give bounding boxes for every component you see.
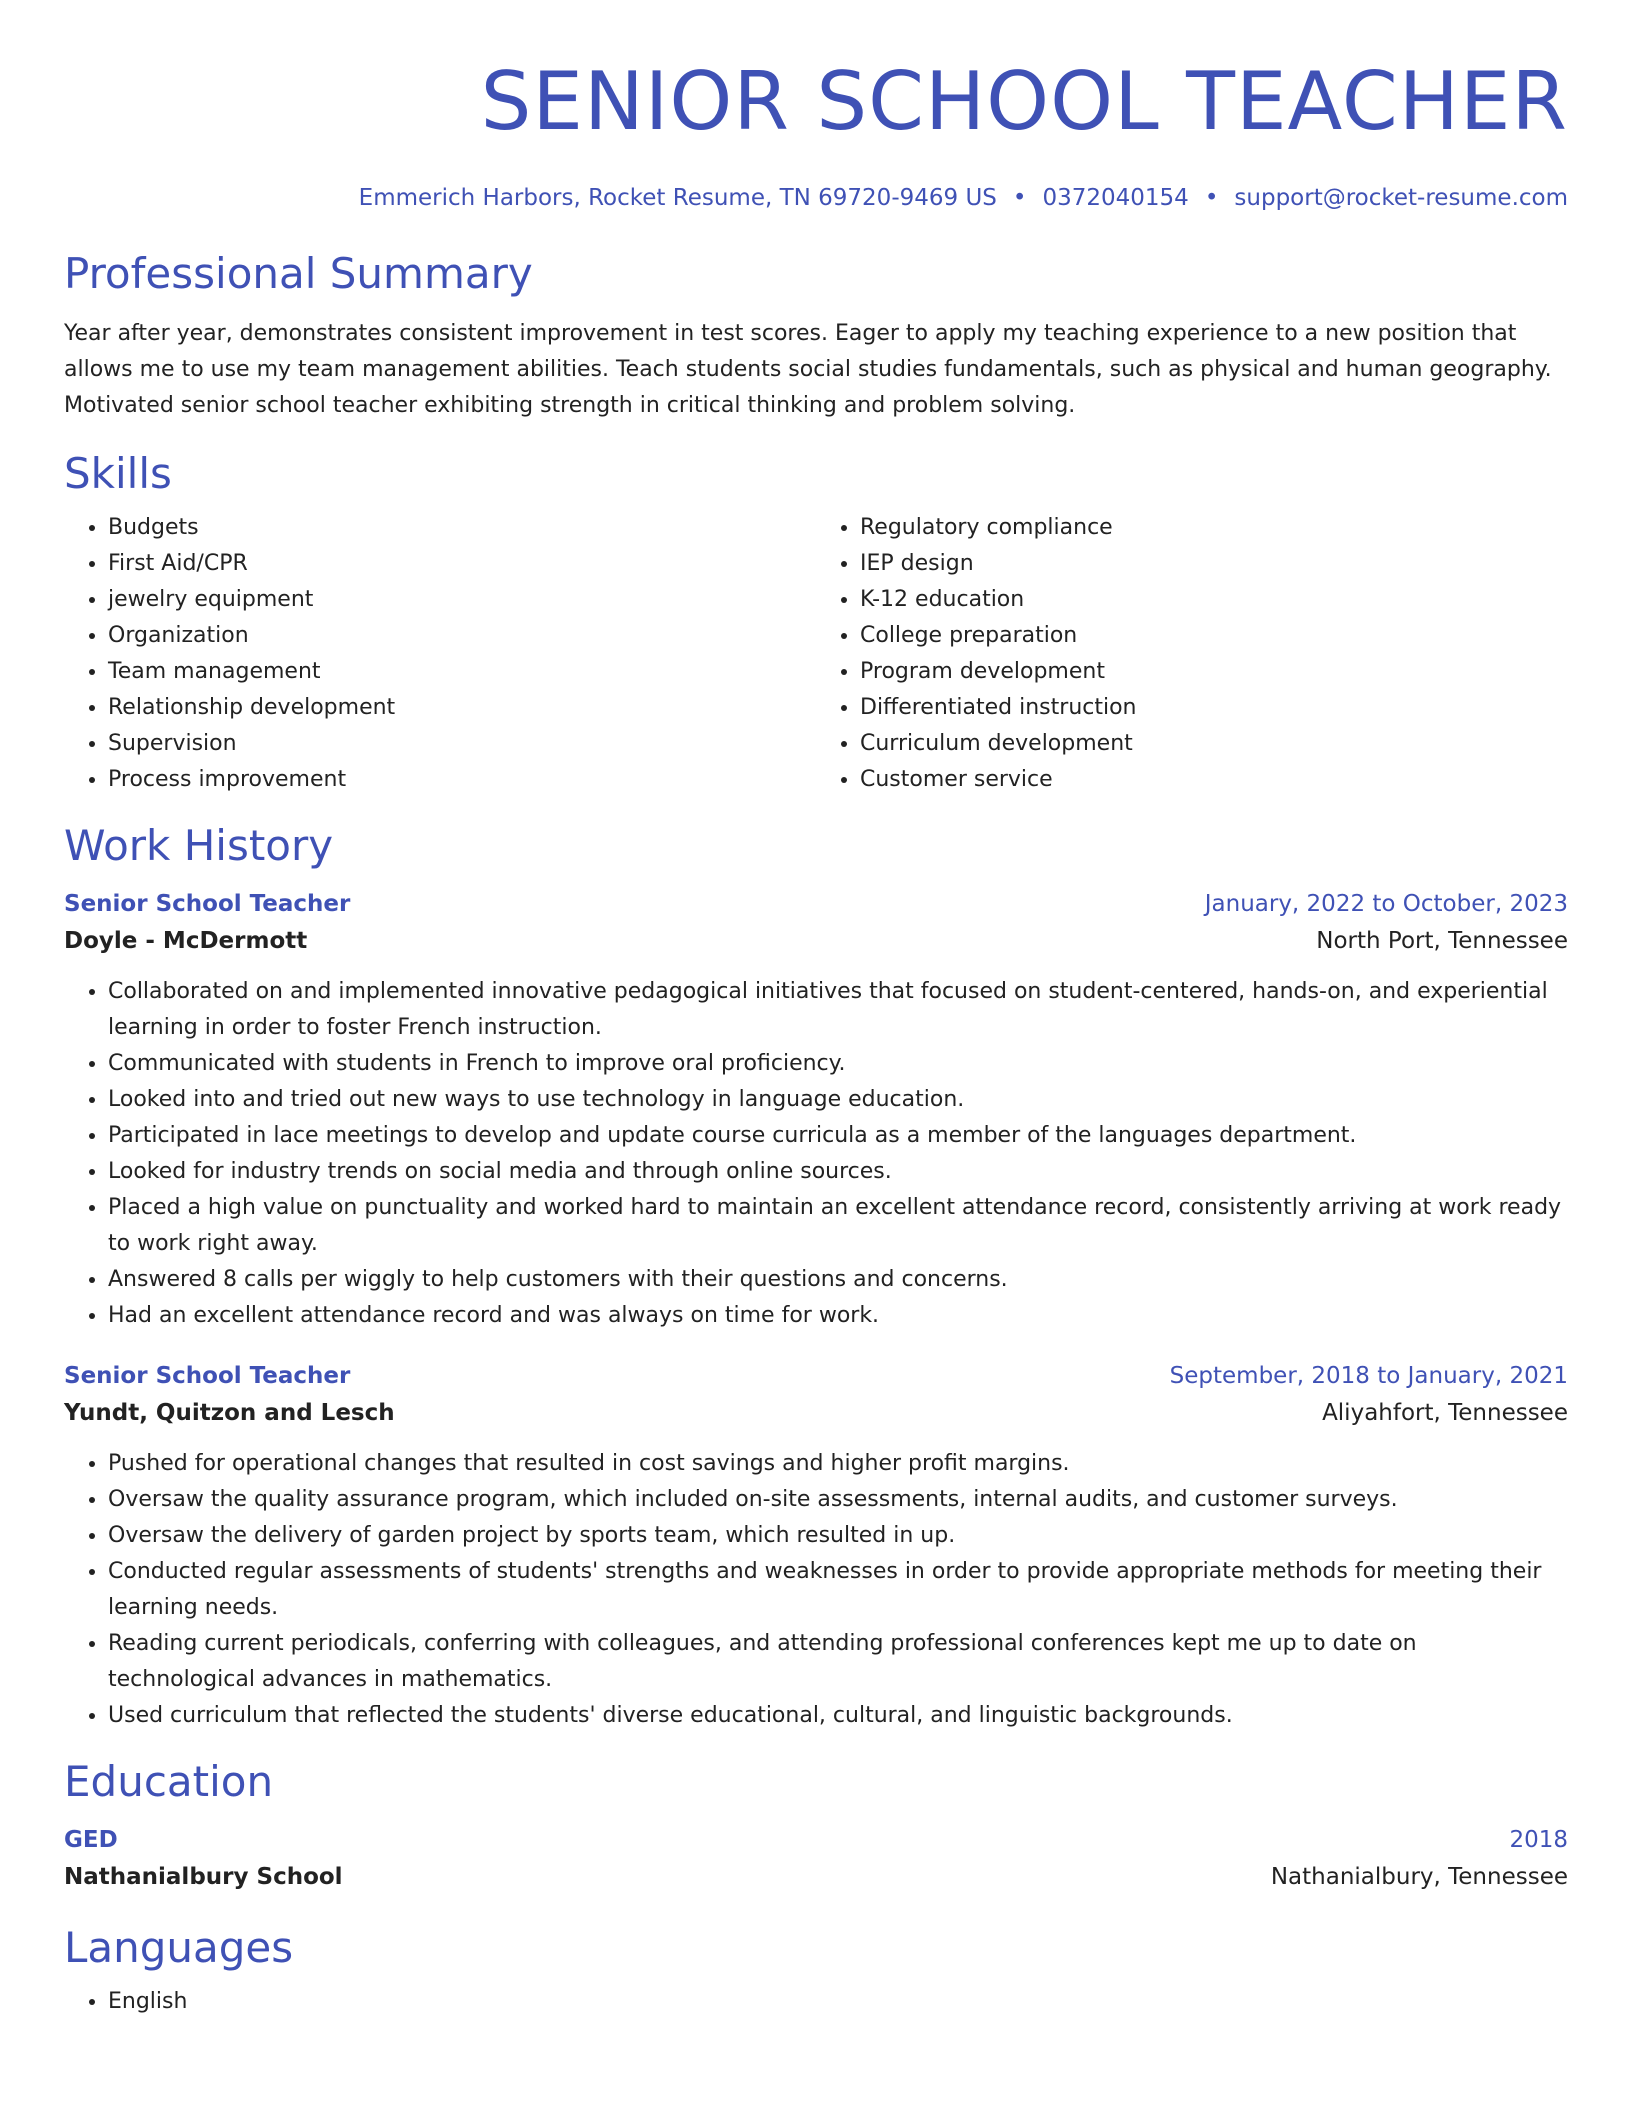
job-title: Senior School Teacher	[64, 1363, 351, 1389]
skill-item: • jewelry equipment	[108, 582, 816, 618]
contact-email[interactable]: support@rocket-resume.com	[1234, 185, 1568, 211]
job-title-row	[64, 886, 1568, 922]
job-bullets	[64, 1446, 1568, 1734]
job-company-row	[64, 922, 1568, 960]
education-degree-row	[64, 1822, 1568, 1858]
skill-item: • Curriculum development	[860, 726, 1568, 762]
skill-item: • Budgets	[108, 510, 816, 546]
skill-item: • Customer service	[860, 762, 1568, 798]
job-dates: September, 2018 to January, 2021	[1169, 1363, 1568, 1389]
language-item: • English	[108, 1984, 1568, 2020]
job-bullet: • Oversaw the delivery of garden project by sports team, which resulted in up.	[108, 1518, 1568, 1554]
contact-address: Emmerich Harbors, Rocket Resume, TN 69720-9469 US	[358, 185, 997, 211]
contact-separator: •	[1012, 185, 1027, 211]
skill-item: • Program development	[860, 654, 1568, 690]
skill-item: • IEP design	[860, 546, 1568, 582]
job-company-row	[64, 1394, 1568, 1432]
job-location: North Port, Tennessee	[1316, 928, 1568, 954]
contact-separator: •	[1204, 185, 1219, 211]
education-entry	[64, 1822, 1568, 1896]
job-bullet: • Oversaw the quality assurance program, which included on-site assessments, internal audits, and customer surveys.	[108, 1482, 1568, 1518]
job-bullet: • Conducted regular assessments of students' strengths and weaknesses in order to provide appropriate methods for meeting their learning needs.	[108, 1554, 1568, 1626]
contact-phone[interactable]: 0372040154	[1042, 185, 1189, 211]
job-bullet: • Used curriculum that reflected the students' diverse educational, cultural, and linguistic backgrounds.	[108, 1698, 1568, 1734]
skill-item: • Regulatory compliance	[860, 510, 1568, 546]
contact-line	[64, 180, 1568, 216]
education-school: Nathanialbury School	[64, 1864, 343, 1890]
job-location: Aliyahfort, Tennessee	[1322, 1400, 1568, 1426]
resume-title: SENIOR SCHOOL TEACHER	[480, 55, 1568, 148]
job-bullet: • Participated in lace meetings to develop and update course curricula as a member of the languages department.	[108, 1118, 1568, 1154]
skill-item: • Process improvement	[108, 762, 816, 798]
languages-heading: Languages	[64, 1923, 294, 1972]
job-entry	[64, 886, 1568, 1334]
skills-column-left	[64, 510, 816, 798]
resume-header	[64, 0, 1568, 216]
job-bullet: • Pushed for operational changes that resulted in cost savings and higher profit margins.	[108, 1446, 1568, 1482]
skills-heading: Skills	[64, 449, 172, 498]
summary-text: Year after year, demonstrates consistent improvement in test scores. Eager to apply my teaching experience to a new position that allows me to use my team management abilities. Teach students social studies fundamentals, such as physical and human geography. Motivated senior school teacher exhibiting strength in critical thinking and problem solving.	[64, 321, 1552, 418]
job-bullet: • Placed a high value on punctuality and worked hard to maintain an excellent attendance record, consistently arriving at work ready to work right away.	[108, 1190, 1568, 1262]
education-school-row	[64, 1858, 1568, 1896]
skill-item: • Supervision	[108, 726, 816, 762]
skill-item: • Team management	[108, 654, 816, 690]
job-title-row	[64, 1358, 1568, 1394]
resume-page	[64, 0, 1568, 2020]
skill-item: • First Aid/CPR	[108, 546, 816, 582]
skill-item: • Relationship development	[108, 690, 816, 726]
work-heading: Work History	[64, 821, 334, 870]
job-company: Yundt, Quitzon and Lesch	[64, 1400, 395, 1426]
job-bullet: • Looked into and tried out new ways to use technology in language education.	[108, 1082, 1568, 1118]
education-heading: Education	[64, 1757, 274, 1806]
education-location: Nathanialbury, Tennessee	[1270, 1864, 1568, 1890]
job-bullet: • Answered 8 calls per wiggly to help customers with their questions and concerns.	[108, 1262, 1568, 1298]
job-entry	[64, 1358, 1568, 1734]
job-dates: January, 2022 to October, 2023	[1204, 891, 1568, 917]
skill-item: • Differentiated instruction	[860, 690, 1568, 726]
job-bullet: • Reading current periodicals, conferring with colleagues, and attending professional conferences kept me up to date on technological advances in mathematics.	[108, 1626, 1568, 1698]
languages-list	[64, 1984, 1568, 2020]
education-year: 2018	[1509, 1827, 1568, 1853]
skill-item: • Organization	[108, 618, 816, 654]
job-title: Senior School Teacher	[64, 891, 351, 917]
skills-list	[64, 510, 1568, 798]
job-bullets	[64, 974, 1568, 1334]
job-bullet: • Had an excellent attendance record and was always on time for work.	[108, 1298, 1568, 1334]
skill-item: • K-12 education	[860, 582, 1568, 618]
summary-heading: Professional Summary	[64, 249, 533, 298]
job-bullet: • Looked for industry trends on social media and through online sources.	[108, 1154, 1568, 1190]
job-bullet: • Communicated with students in French to improve oral proficiency.	[108, 1046, 1568, 1082]
skills-column-right	[816, 510, 1568, 798]
education-degree: GED	[64, 1827, 118, 1853]
job-company: Doyle - McDermott	[64, 928, 308, 954]
job-bullet: • Collaborated on and implemented innovative pedagogical initiatives that focused on student-centered, hands-on, and experiential learning in order to foster French instruction.	[108, 974, 1568, 1046]
skill-item: • College preparation	[860, 618, 1568, 654]
